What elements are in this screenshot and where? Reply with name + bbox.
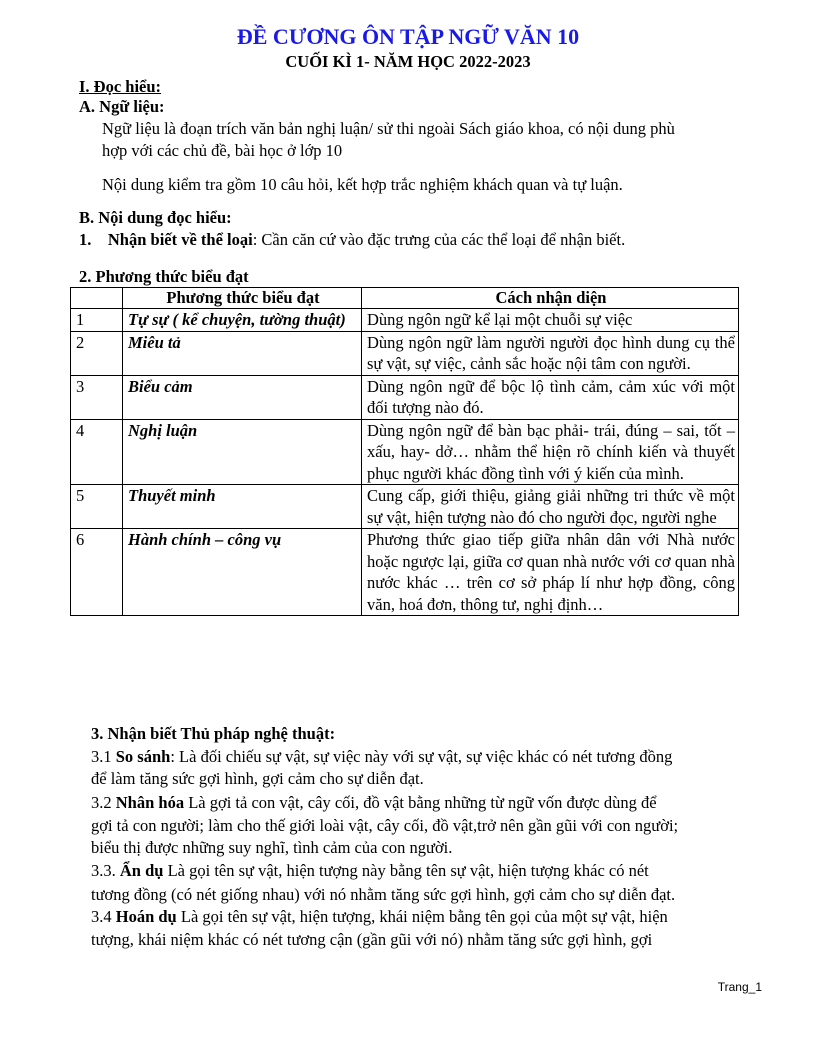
part-b-heading: B. Nội dung đọc hiểu: — [79, 208, 232, 227]
s33-label: Ẩn dụ — [119, 861, 164, 880]
section-1-heading: I. Đọc hiểu: — [79, 77, 162, 96]
s34-label: Hoán dụ — [115, 907, 177, 926]
row-number: 3 — [71, 375, 123, 419]
s32-line3: biểu thị được những suy nghĩ, tình cảm của con người. — [91, 838, 453, 857]
s34-text: Là gọi tên sự vật, hiện tượng, khái niệm bằng tên gọi của một sự vật, hiện — [176, 907, 668, 926]
expression-modes-table — [70, 287, 739, 616]
s33-line1 — [91, 860, 649, 882]
row-number: 5 — [71, 485, 123, 529]
row-description: Phương thức giao tiếp giữa nhân dân với Nhà nước hoặc ngược lại, giữa cơ quan nhà nước với cơ quan nhà nước khác … trên cơ sở pháp lí như hợp đồng, công văn, hoá đơn, thông tư, nghị định… — [362, 529, 739, 616]
item-text: : Cần căn cứ vào đặc trưng của các thể loại để nhận biết. — [252, 230, 626, 249]
row-mode: Nghị luận — [123, 419, 362, 485]
s33-text: Là gọi tên sự vật, hiện tượng này bằng tên sự vật, hiện tượng khác có nét — [163, 861, 649, 880]
row-description: Dùng ngôn ngữ kể lại một chuỗi sự việc — [362, 309, 739, 332]
section-3-heading: 3. Nhận biết Thủ pháp nghệ thuật: — [91, 724, 336, 743]
row-description: Dùng ngôn ngữ để bộc lộ tình cảm, cảm xúc với một đối tượng nào đó. — [362, 375, 739, 419]
part-a-text-line1: Ngữ liệu là đoạn trích văn bản nghị luận/ sử thi ngoài Sách giáo khoa, có nội dung phù — [102, 119, 675, 138]
row-description: Cung cấp, giới thiệu, giảng giải những tri thức về một sự vật, hiện tượng nào đó cho người đọc, người nghe — [362, 485, 739, 529]
table-header-row — [71, 288, 739, 309]
table-header-cell — [71, 288, 123, 309]
row-number: 1 — [71, 309, 123, 332]
s32-number: 3.2 — [91, 793, 116, 812]
s32-text: Là gợi tả con vật, cây cối, đồ vật bằng những từ ngữ vốn được dùng để — [184, 793, 657, 812]
row-mode: Biểu cảm — [123, 375, 362, 419]
table-row — [71, 375, 739, 419]
row-number: 2 — [71, 331, 123, 375]
row-mode: Hành chính – công vụ — [123, 529, 362, 616]
table-row — [71, 529, 739, 616]
table-row — [71, 419, 739, 485]
part-b-item-2-heading: 2. Phương thức biểu đạt — [79, 267, 249, 286]
table-header-cell: Phương thức biểu đạt — [123, 288, 362, 309]
row-mode: Tự sự ( kể chuyện, tường thuật) — [123, 309, 362, 332]
table-header-cell: Cách nhận diện — [362, 288, 739, 309]
s33-line2: tương đồng (có nét giống nhau) với nó nhằm tăng sức gợi hình, gợi cảm cho sự diễn đạt. — [91, 885, 676, 904]
row-mode: Thuyết minh — [123, 485, 362, 529]
part-a-heading: A. Ngữ liệu: — [79, 97, 165, 116]
row-description: Dùng ngôn ngữ để bàn bạc phải- trái, đúng – sai, tốt – xấu, hay- dở… nhằm thể hiện rõ chính kiến và thuyết phục người khác đồng tình với ý kiến của mình. — [362, 419, 739, 485]
table-row — [71, 331, 739, 375]
page-number: Trang_1 — [717, 980, 762, 994]
s31-text: : Là đối chiếu sự vật, sự việc này với sự vật, sự việc khác có nét tương đồng — [170, 747, 673, 766]
row-number: 4 — [71, 419, 123, 485]
part-b-item-1 — [79, 229, 625, 251]
s31-number: 3.1 — [91, 747, 116, 766]
part-a-text-line2: hợp với các chủ đề, bài học ở lớp 10 — [102, 141, 343, 160]
item-label: Nhận biết về thể loại — [107, 230, 253, 249]
table-row — [71, 309, 739, 332]
s34-line2: tượng, khái niệm khác có nét tương cận (gần gũi với nó) nhằm tăng sức gợi hình, gợi — [91, 930, 653, 949]
s32-label: Nhân hóa — [115, 793, 185, 812]
item-number: 1. — [79, 230, 92, 249]
row-description: Dùng ngôn ngữ làm người người đọc hình dung cụ thể sự vật, sự việc, cảnh sắc hoặc nội tâm con người. — [362, 331, 739, 375]
s34-line1 — [91, 906, 668, 928]
s32-line1 — [91, 792, 657, 814]
row-mode: Miêu tả — [123, 331, 362, 375]
s31-line1 — [91, 746, 672, 768]
page-subtitle: CUỐI KÌ 1- NĂM HỌC 2022-2023 — [285, 52, 531, 71]
s31-line2: để làm tăng sức gợi hình, gợi cảm cho sự diễn đạt. — [91, 769, 424, 788]
s34-number: 3.4 — [91, 907, 116, 926]
s33-number: 3.3. — [91, 861, 120, 880]
row-number: 6 — [71, 529, 123, 616]
part-a-text-para2: Nội dung kiểm tra gồm 10 câu hỏi, kết hợp trắc nghiệm khách quan và tự luận. — [102, 175, 623, 194]
page-title: ĐỀ CƯƠNG ÔN TẬP NGỮ VĂN 10 — [236, 24, 580, 49]
table-row — [71, 485, 739, 529]
s32-line2: gợi tả con người; làm cho thế giới loài vật, cây cối, đồ vật,trở nên gần gũi với con người; — [91, 816, 679, 835]
s31-label: So sánh — [115, 747, 171, 766]
